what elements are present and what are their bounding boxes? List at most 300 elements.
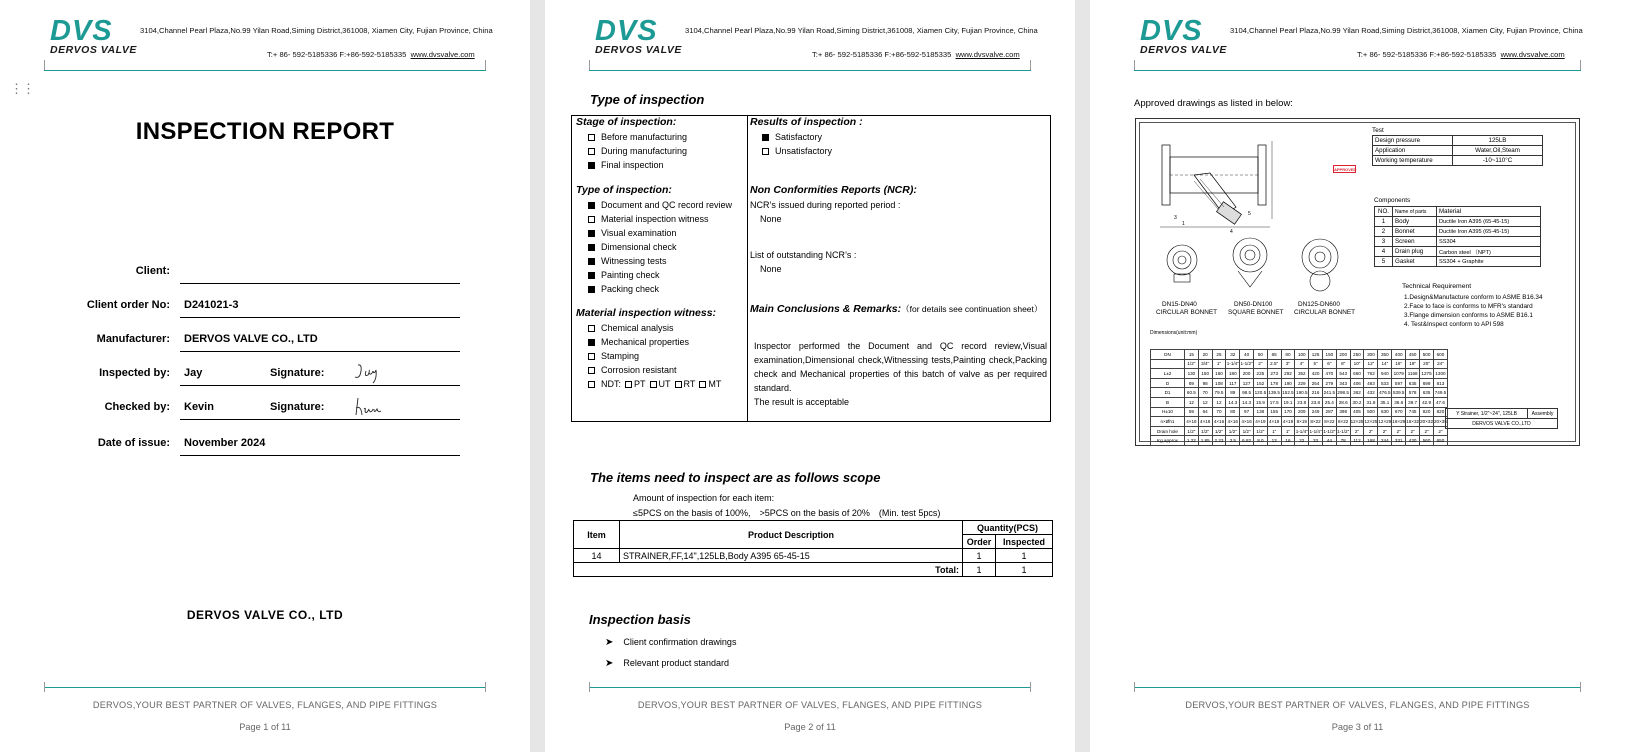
table-row (1151, 369, 1448, 379)
checkbox-item[interactable]: Unsatisfactory (750, 144, 863, 158)
dims-cell: 3" (1281, 359, 1295, 369)
dims-cell: 19.1 (1281, 397, 1295, 407)
checkbox-icon (588, 367, 595, 374)
dims-cell: 745 (1406, 407, 1420, 417)
table-row: 5 Gasket SS304 + Graphite (1375, 257, 1541, 267)
checkbox-item[interactable]: Stamping (576, 349, 721, 363)
stage-of-inspection: Stage of inspection: Before manufacturing During manufacturing Final inspection (576, 116, 688, 170)
dims-cell: 4×16 (1198, 417, 1212, 427)
arrow-bullet-icon: ➤ (605, 658, 614, 669)
checkbox-item[interactable]: Packing check (576, 282, 732, 296)
company-logo: DVS DERVOS VALVE (1140, 15, 1227, 56)
dims-cell: 127 (1240, 378, 1254, 388)
dims-cell: 139.5 (1267, 388, 1281, 398)
table-row: 2 Bonnet Ductile Iron A395 (65-45-15) (1375, 227, 1541, 237)
dims-cell: 273 (1267, 369, 1281, 379)
inspection-summary-box (571, 115, 1051, 422)
dims-cell: 635 (1420, 388, 1434, 398)
dims-cell: 79.5 (1212, 388, 1226, 398)
dims-cell: 36.6 (1392, 397, 1406, 407)
checkbox-item[interactable]: During manufacturing (576, 144, 687, 158)
dims-cell: 229 (1295, 378, 1309, 388)
dims-cell: 190 (1281, 378, 1295, 388)
dims-cell: 18" (1406, 359, 1420, 369)
checkbox-item[interactable]: Satisfactory (750, 130, 863, 144)
dims-cell: 597 (1392, 378, 1406, 388)
footer-tagline: DERVOS,YOUR BEST PARTNER OF VALVES, FLANGES, AND PIPE FITTINGS (637, 700, 983, 710)
conclusions-text: Inspector performed the Document and QC record review,Visual examination,Dimensional check,Witnessing tests,Painting check,Packing check and Mechanical properties of this batch of valve as per required standard. The result is acceptable (754, 341, 1047, 407)
dims-cell: 1-1/4" (1309, 426, 1323, 436)
checkbox-item[interactable]: Final inspection (576, 158, 687, 172)
dims-cell: 539.5 (1392, 388, 1406, 398)
dims-cell: 8.0 (1253, 436, 1267, 446)
dims-cell: 80 (1281, 350, 1295, 360)
checkbox-icon[interactable] (588, 381, 595, 388)
quantity-table: Item Product Description Quantity(PCS) Order Inspected 14 STRAINER,FF,14",125LB,Body A395 65-45-15 1 1 Total: 1 1 (573, 520, 1053, 577)
table-row: Y Strainer, 1/2"~24", 125LB Assembly (1446, 409, 1558, 419)
dims-cell: 89 (1226, 388, 1240, 398)
header-contact: T:+ 86- 592-5185336 F:+86-592-5185335 www.dvsvalve.com (812, 50, 1020, 59)
dims-cell: 398 (1336, 407, 1350, 417)
dims-cell: 1" (1281, 426, 1295, 436)
header-rule (589, 70, 1031, 71)
dims-cell: 70 (1198, 388, 1212, 398)
arrow-bullet-icon: ➤ (605, 637, 614, 648)
checker-signature-icon (352, 395, 386, 419)
dims-cell: 100 (1295, 350, 1309, 360)
dims-cell: 10" (1350, 359, 1364, 369)
header-address: 3104,Channel Pearl Plaza,No.99 Yilan Road,Siming District,361008, Xiamen City, Fujian Province, China (1230, 26, 1583, 35)
dims-cell: 170 (1281, 407, 1295, 417)
dims-cell: 14.3 (1226, 397, 1240, 407)
dims-cell: 2" (1406, 426, 1420, 436)
strainer-drawing-icon (1154, 135, 1289, 235)
drag-handle-icon[interactable]: ⋮⋮ (10, 81, 34, 96)
dims-cell: 600 (1434, 350, 1448, 360)
dims-cell: 4×19 (1253, 417, 1267, 427)
website-link[interactable]: www.dvsvalve.com (955, 50, 1020, 59)
dims-cell: 168 (1364, 436, 1378, 446)
dims-cell: 254 (1309, 378, 1323, 388)
dims-cell: 125 (1309, 350, 1323, 360)
checkbox-item[interactable]: Corrosion resistant (576, 363, 721, 377)
page-number: Page 3 of 11 (1331, 722, 1384, 732)
dims-cell: 152 (1253, 378, 1267, 388)
checkbox-checked-icon (588, 244, 595, 251)
footer-tagline: DERVOS,YOUR BEST PARTNER OF VALVES, FLANGES, AND PIPE FITTINGS (92, 700, 438, 710)
dims-cell: 1.85 (1198, 436, 1212, 446)
table-row (1151, 378, 1448, 388)
dims-cell: 44 (1322, 436, 1336, 446)
checkbox-icon[interactable] (650, 381, 657, 388)
header-address: 3104,Channel Pearl Plaza,No.99 Yilan Road,Siming District,361008, Xiamen City, Fujian Province, China (140, 26, 493, 35)
dims-cell: 112 (1350, 436, 1364, 446)
dims-cell: 820 (1434, 407, 1448, 417)
website-link[interactable]: www.dvsvalve.com (410, 50, 475, 59)
table-row: 4 Drain plug Carbon steel （NPT) (1375, 247, 1541, 257)
checkbox-item[interactable]: Material inspection witness (576, 212, 732, 226)
checkbox-checked-icon (762, 134, 769, 141)
dims-cell: 762 (1364, 369, 1378, 379)
dims-cell: 98.5 (1240, 388, 1254, 398)
dims-cell: 4×19 (1281, 417, 1295, 427)
title-block (1445, 408, 1558, 429)
dimensions-table (1150, 349, 1448, 446)
checkbox-item[interactable]: Document and QC record review (576, 198, 732, 212)
dims-cell: 4×16 (1226, 417, 1240, 427)
dims-cell: 65 (1267, 350, 1281, 360)
dims-cell: 130 (1185, 369, 1199, 379)
table-row (1151, 436, 1448, 446)
dims-row-label: L±2 (1151, 369, 1185, 379)
dims-cell: 405 (1350, 407, 1364, 417)
table-row (1151, 388, 1448, 398)
company-logo: DVS DERVOS VALVE (595, 15, 682, 56)
dims-cell: 180 (1226, 369, 1240, 379)
dims-cell: 279 (1322, 378, 1336, 388)
dims-cell: 4×19 (1267, 417, 1281, 427)
table-row (1151, 397, 1448, 407)
dims-cell: 400 (1392, 350, 1406, 360)
dims-cell: 8×22 (1322, 417, 1336, 427)
dims-cell: 4" (1295, 359, 1309, 369)
dims-cell: 35.1 (1378, 397, 1392, 407)
client-order-row: Client order No: D241021-3 (30, 291, 460, 325)
checkbox-icon (762, 148, 769, 155)
header-rule (1134, 70, 1581, 71)
checkbox-item[interactable]: Dimensional check (576, 240, 732, 254)
dims-cell: 20×32 (1420, 417, 1434, 427)
dims-cell: 1-1/2" (1336, 426, 1350, 436)
table-row: Working temperature -10~110°C (1373, 156, 1543, 166)
table-row (1151, 417, 1448, 427)
dims-cell: 24" (1434, 359, 1448, 369)
type-of-inspection-title: Type of inspection (590, 92, 705, 107)
dims-cell: 2" (1253, 359, 1267, 369)
dims-cell: 150 (1198, 369, 1212, 379)
table-total-row: Total: 1 1 (574, 563, 1053, 577)
dims-cell: 80 (1226, 407, 1240, 417)
dims-cell: 39.7 (1406, 397, 1420, 407)
dims-cell: 31.8 (1364, 397, 1378, 407)
table-row: 3 Screen SS304 (1375, 237, 1541, 247)
dims-cell: 630 (1378, 407, 1392, 417)
dims-cell: 560 (1420, 436, 1434, 446)
dims-cell: 20 (1198, 350, 1212, 360)
square-bonnet-icon (1230, 233, 1270, 293)
page-number: Page 1 of 11 (239, 722, 291, 732)
dims-cell: 59 (1185, 407, 1199, 417)
checkbox-icon (588, 134, 595, 141)
test-table (1372, 135, 1543, 166)
dims-cell: 16×29 (1392, 417, 1406, 427)
components-table (1374, 206, 1541, 267)
svg-text:4: 4 (1230, 229, 1233, 235)
checkbox-item[interactable]: Chemical analysis (576, 321, 721, 335)
dims-cell: 13 (1267, 436, 1281, 446)
dims-cell: 25 (1212, 350, 1226, 360)
dims-cell: 1.22 (1185, 436, 1199, 446)
dims-cell: 216 (1309, 388, 1323, 398)
dims-cell: 420 (1309, 369, 1323, 379)
dims-cell: 476.5 (1378, 388, 1392, 398)
dims-cell: 16 (1281, 436, 1295, 446)
dims-cell: 483 (1364, 378, 1378, 388)
page-number: Page 2 of 11 (784, 722, 836, 732)
dims-cell: 22 (1295, 436, 1309, 446)
inspected-by-value: Jay (184, 367, 203, 379)
page-1 (0, 0, 530, 752)
list-item: ➤ Relevant product standard (605, 658, 729, 669)
dims-cell: 249 (1309, 407, 1323, 417)
dims-cell: 331 (1392, 436, 1406, 446)
table-row: 14 STRAINER,FF,14",125LB,Body A395 65-45-15 1 1 (574, 549, 1053, 563)
dims-cell: 12×29 (1378, 417, 1392, 427)
checkbox-icon (588, 353, 595, 360)
dims-cell: 14.3 (1240, 397, 1254, 407)
dims-row-label: D (1151, 378, 1185, 388)
dims-cell: 650 (1434, 436, 1448, 446)
dims-cell: 2" (1378, 426, 1392, 436)
dims-cell: 15.9 (1253, 397, 1267, 407)
dims-cell: 352 (1295, 369, 1309, 379)
manufacturer-value: DERVOS VALVE CO., LTD (184, 333, 318, 345)
dims-cell: 430 (1406, 436, 1420, 446)
dims-cell: 1/2" (1226, 426, 1240, 436)
checkbox-icon (588, 325, 595, 332)
dims-cell: 2" (1420, 426, 1434, 436)
approved-drawings-text: Approved drawings as listed in below: (1134, 98, 1293, 109)
dims-cell: 820 (1420, 407, 1434, 417)
dims-cell: 1/2" (1253, 426, 1267, 436)
ncr-section: Non Conformities Reports (NCR): NCR’s issued during reported period : None List of outstanding NCR’s : None (750, 184, 917, 274)
dims-cell: 17.5 (1267, 397, 1281, 407)
svg-text:3: 3 (1174, 215, 1177, 221)
dims-cell: 3.5 (1226, 436, 1240, 446)
dims-cell: 300 (1364, 350, 1378, 360)
table-row: 1 Body Ductile Iron A395 (65-45-15) (1375, 217, 1541, 227)
dims-row-label: Drain hole (1151, 426, 1185, 436)
dims-cell: 670 (1392, 407, 1406, 417)
report-title: INSPECTION REPORT (135, 118, 395, 145)
checkbox-item[interactable]: Mechanical properties (576, 335, 721, 349)
dims-cell: 225 (1253, 369, 1267, 379)
checkbox-checked-icon (588, 162, 595, 169)
table-row: Design pressure 125LB (1373, 136, 1543, 146)
ndt-row: NDT: PT UT RT MT (576, 377, 721, 391)
dims-cell: 1/2" (1240, 426, 1254, 436)
dims-cell: 1-1/4" (1295, 426, 1309, 436)
checkbox-checked-icon (588, 258, 595, 265)
client-order-value: D241021-3 (184, 299, 239, 311)
manufacturer-row: Manufacturer: DERVOS VALVE CO., LTD (30, 325, 460, 359)
dims-cell: 47.6 (1434, 397, 1448, 407)
checkbox-checked-icon (588, 202, 595, 209)
dims-cell: 940 (1378, 369, 1392, 379)
dims-cell: 42.9 (1420, 397, 1434, 407)
dims-cell: 32 (1226, 350, 1240, 360)
dims-cell: 298.5 (1336, 388, 1350, 398)
dims-cell: 60.5 (1185, 388, 1199, 398)
company-name: DERVOS VALVE CO., LTD (186, 608, 344, 622)
date-of-issue-row: Date of issue: November 2024 (30, 429, 460, 463)
dims-cell: 12 (1212, 397, 1226, 407)
dims-cell: 749.5 (1434, 388, 1448, 398)
dims-cell: 23.8 (1309, 397, 1323, 407)
dims-cell: 406 (1350, 378, 1364, 388)
dims-cell: 64 (1198, 407, 1212, 417)
dims-cell: 450 (1406, 350, 1420, 360)
list-item: ➤ Client confirmation drawings (605, 637, 737, 648)
dims-cell: 2" (1434, 426, 1448, 436)
dims-cell: 4×16 (1240, 417, 1254, 427)
dims-cell: 8×19 (1295, 417, 1309, 427)
dims-cell: 20×35 (1434, 417, 1448, 427)
dims-cell: 33 (1309, 436, 1323, 446)
dims-cell: 16×32 (1406, 417, 1420, 427)
table-row (1151, 426, 1448, 436)
header-rule (44, 70, 486, 71)
dims-cell: 292 (1281, 369, 1295, 379)
dims-row-label (1151, 359, 1185, 369)
dims-cell: 97 (1240, 407, 1254, 417)
dims-cell: 362 (1350, 388, 1364, 398)
dims-cell: 78 (1336, 436, 1350, 446)
dims-cell: 2" (1364, 426, 1378, 436)
footer-rule (44, 687, 486, 688)
dims-cell: 6.82 (1240, 436, 1254, 446)
dims-cell: 200 (1240, 369, 1254, 379)
dims-cell: 1" (1267, 426, 1281, 436)
website-link[interactable]: www.dvsvalve.com (1500, 50, 1565, 59)
checkbox-icon[interactable] (675, 381, 682, 388)
dims-cell: 89 (1185, 378, 1199, 388)
table-row (1151, 350, 1448, 360)
dims-cell: 1/2" (1212, 426, 1226, 436)
dims-cell: 5" (1309, 359, 1323, 369)
dims-cell: 1275 (1420, 369, 1434, 379)
table-row: Application Water,Oil,Steam (1373, 146, 1543, 156)
company-logo: DVS DERVOS VALVE (50, 15, 137, 56)
footer-rule (589, 687, 1031, 688)
dims-cell: 3/4" (1198, 359, 1212, 369)
checkbox-checked-icon (588, 272, 595, 279)
dims-cell: 8" (1336, 359, 1350, 369)
material-inspection-witness: Material inspection witness: Chemical analysis Mechanical properties Stamping Corrosion resistant NDT: PT UT RT MT (576, 307, 722, 389)
dims-cell: 2" (1392, 426, 1406, 436)
dims-cell: 250 (1350, 350, 1364, 360)
approved-drawing: 3 1 5 4 APPROVED DN15-DN40 CIRCULAR BONNET DN50-DN100 SQUARE BONNET DN125-DN600 CIRCULAR BONNET Test Design pressure 125LB Application Water,Oil,Steam Working temperature -10~110°C Components NO. Name of parts Material 1 Body Ductile Iron A395 (65-45-15) 2 Bonnet Ductile Iron A395 (65-45-15) 3 Screen SS304 4 Drain plug Carbon steel （NPT) 5 Gasket SS304 + Graphite Technical Requirement 1.Design&Manufacture conform to ASME B16.34 2.Face to face is conforms to MFR's standard 3.Flange dimension conforms to ASME B16.1 4. Test&Inspect conform to API 598 Dimensions(unit:mm) DN 15 20 25 32 40 50 65 80 100 125 150 200 250 300 350 400 450 500 600 1/2" 3/4" 1" 1-1/4" 1-1/2" 2" 2.5" 3" 4" 5" 6" 8" 10" 12" 14" 16" 18" 20" 24" L±2 130 150 160 180 200 225 273 292 352 420 470 543 660 762 940 1079 1168 1275 1300 D 89 98 108 117 127 152 178 190 229 254 279 343 406 483 533 597 635 699 813 D1 60.5 70 79.5 89 98.5 120.5 139.5 152.5 190.5 216 241.5 298.5 362 432 476.5 539.5 578 635 749.5 B 12 12 12 14.3 14.3 15.9 17.5 19.1 23.8 23.8 25.4 28.6 30.2 31.8 35.1 36.6 39.7 42.9 47.6 H±10 59 64 70 80 97 138 155 170 209 249 287 398 405 500 630 670 745 820 820 n×Øh1 4×16 4×16 4×16 4×16 4×16 4×19 4×19 4×19 8×19 8×22 8×22 8×22 12×25 12×25 12×29 16×29 16×32 20×32 20×35 Drain hole 1/2" 1/2" 1/2" 1/2" 1/2" 1/2" 1" 1" 1-1/4" 1-1/4" 1-1/2" 1-1/2" 2" 2" 2" 2" 2" 2" 2" Kg,approx 1.22 1.85 2.23 3.5 6.82 8.0 13 16 22 33 44 78 112 168 244 331 430 560 650 Y Strainer, 1/2"~24", 125LB Assembly DERVOS VALVE CO.,LTD (1135, 118, 1580, 446)
dims-cell: 108 (1212, 378, 1226, 388)
dims-cell: 350 (1378, 350, 1392, 360)
checkbox-icon (588, 216, 595, 223)
footer-tagline: DERVOS,YOUR BEST PARTNER OF VALVES, FLANGES, AND PIPE FITTINGS (1185, 700, 1530, 710)
dims-cell: 8×22 (1309, 417, 1323, 427)
checked-by-row: Checked by: Kevin Signature: (30, 393, 460, 427)
dims-cell: 28.6 (1336, 397, 1350, 407)
checkbox-item[interactable]: Visual examination (576, 226, 732, 240)
dims-cell: 23.8 (1295, 397, 1309, 407)
dims-cell: 12 (1185, 397, 1199, 407)
inspected-by-row: Inspected by: Jay Signature: (30, 359, 460, 393)
checkbox-item[interactable]: Witnessing tests (576, 254, 732, 268)
dims-cell: 2.5" (1267, 359, 1281, 369)
dims-cell: 500 (1364, 407, 1378, 417)
table-row: DERVOS VALVE CO.,LTD (1446, 419, 1558, 429)
checked-by-value: Kevin (184, 401, 214, 413)
dims-row-label: DN (1151, 350, 1185, 360)
dims-cell: 16" (1392, 359, 1406, 369)
inspector-signature-icon (352, 361, 386, 385)
table-row (1151, 407, 1448, 417)
checkbox-icon[interactable] (625, 381, 632, 388)
dims-cell: 1-1/4" (1226, 359, 1240, 369)
dims-cell: 533 (1378, 378, 1392, 388)
dims-cell: 155 (1267, 407, 1281, 417)
svg-text:1: 1 (1182, 221, 1185, 227)
dims-cell: 12×25 (1350, 417, 1364, 427)
client-row: Client: (30, 257, 460, 291)
date-of-issue-value: November 2024 (184, 437, 266, 449)
results-of-inspection: Results of inspection : Satisfactory Unsatisfactory (750, 116, 863, 156)
header-contact: T:+ 86- 592-5185336 F:+86-592-5185335 www.dvsvalve.com (1357, 50, 1565, 59)
dims-cell: 1-1/2" (1322, 426, 1336, 436)
dims-cell: 432 (1364, 388, 1378, 398)
dims-cell: 699 (1420, 378, 1434, 388)
dims-cell: 2" (1350, 426, 1364, 436)
dims-cell: 30.2 (1350, 397, 1364, 407)
checkbox-checked-icon (588, 230, 595, 237)
checkbox-icon[interactable] (699, 381, 706, 388)
dims-row-label: B (1151, 397, 1185, 407)
scope-title: The items need to inspect are as follows scope (590, 470, 881, 485)
dims-cell: 500 (1420, 350, 1434, 360)
dims-cell: 1-1/2" (1240, 359, 1254, 369)
checkbox-item[interactable]: Before manufacturing (576, 130, 687, 144)
dims-cell: 635 (1406, 378, 1420, 388)
dims-cell: 244 (1378, 436, 1392, 446)
dims-cell: 241.5 (1322, 388, 1336, 398)
dims-cell: 98 (1198, 378, 1212, 388)
dims-cell: 1300 (1434, 369, 1448, 379)
dims-cell: 25.4 (1322, 397, 1336, 407)
dims-cell: 4×16 (1185, 417, 1199, 427)
circular-bonnet-large-icon (1298, 235, 1342, 295)
svg-text:5: 5 (1248, 211, 1251, 217)
page-2: DVS DERVOS VALVE 3104,Channel Pearl Plaza,No.99 Yilan Road,Siming District,361008, Xiamen City, Fujian Province, China T:+ 86- 592-5185336 F:+86-592-5185335 www.dvsvalve.com Type of inspection Stage of inspection: Before manufacturing During manufacturing Final inspection Type of inspection: Document and QC record review Material inspection witness Visual examination Dimensional check Witnessing tests Painting check Packing check Material inspection witness: Chemical analysis Mechanical properties Stamping Corrosion resistant NDT: PT UT RT MT Results of inspection : Satisfactory Unsatisfactory Non Conformities Reports (NCR): NCR’s issued during reported period : None List of outstanding NCR’s : None Main Conclusions & Remarks:（for details see continuation sheet） Inspector performed the Document and QC record review,Visual examination,Dimensional check,Witnessing tests,Painting check,Packing check and Mechanical properties of this batch of valve as per required standard. The result is acceptable The items need to inspect are as follows scope Amount of inspection for each item: ≤5PCS on the basis of 100%, >5PCS on the basis of 20% (Min. test 5pcs) Item Product Description Quantity(PCS) Order Inspected 14 STRAINER,FF,14",125LB,Body A395 65-45-15 1 1 Total: 1 1 Inspection basis ➤ Client confirmation drawings ➤ Relevant product standard DERVOS,YOUR BEST PARTNER OF VALVES, FLANGES, AND PIPE FITTINGS Page 2 of 11 (545, 0, 1075, 752)
dims-cell: 15 (1185, 350, 1199, 360)
dims-cell: 12" (1364, 359, 1378, 369)
dims-cell: 470 (1322, 369, 1336, 379)
dims-cell: 40 (1240, 350, 1254, 360)
dims-cell: 1/2" (1185, 426, 1199, 436)
dims-cell: 1/2" (1185, 359, 1199, 369)
dims-cell: 1079 (1392, 369, 1406, 379)
dims-row-label: Kg,approx (1151, 436, 1185, 446)
conclusions-header: Main Conclusions & Remarks:（for details see continuation sheet） (750, 303, 1043, 315)
dims-cell: 160 (1212, 369, 1226, 379)
dims-cell: 2.23 (1212, 436, 1226, 446)
dims-cell: 1168 (1406, 369, 1420, 379)
dims-cell: 287 (1322, 407, 1336, 417)
dims-cell: 543 (1336, 369, 1350, 379)
dims-cell: 190.5 (1295, 388, 1309, 398)
footer-rule (1134, 687, 1581, 688)
dims-cell: 4×16 (1212, 417, 1226, 427)
dims-cell: 578 (1406, 388, 1420, 398)
checkbox-item[interactable]: Painting check (576, 268, 732, 282)
dims-cell: 12×25 (1364, 417, 1378, 427)
